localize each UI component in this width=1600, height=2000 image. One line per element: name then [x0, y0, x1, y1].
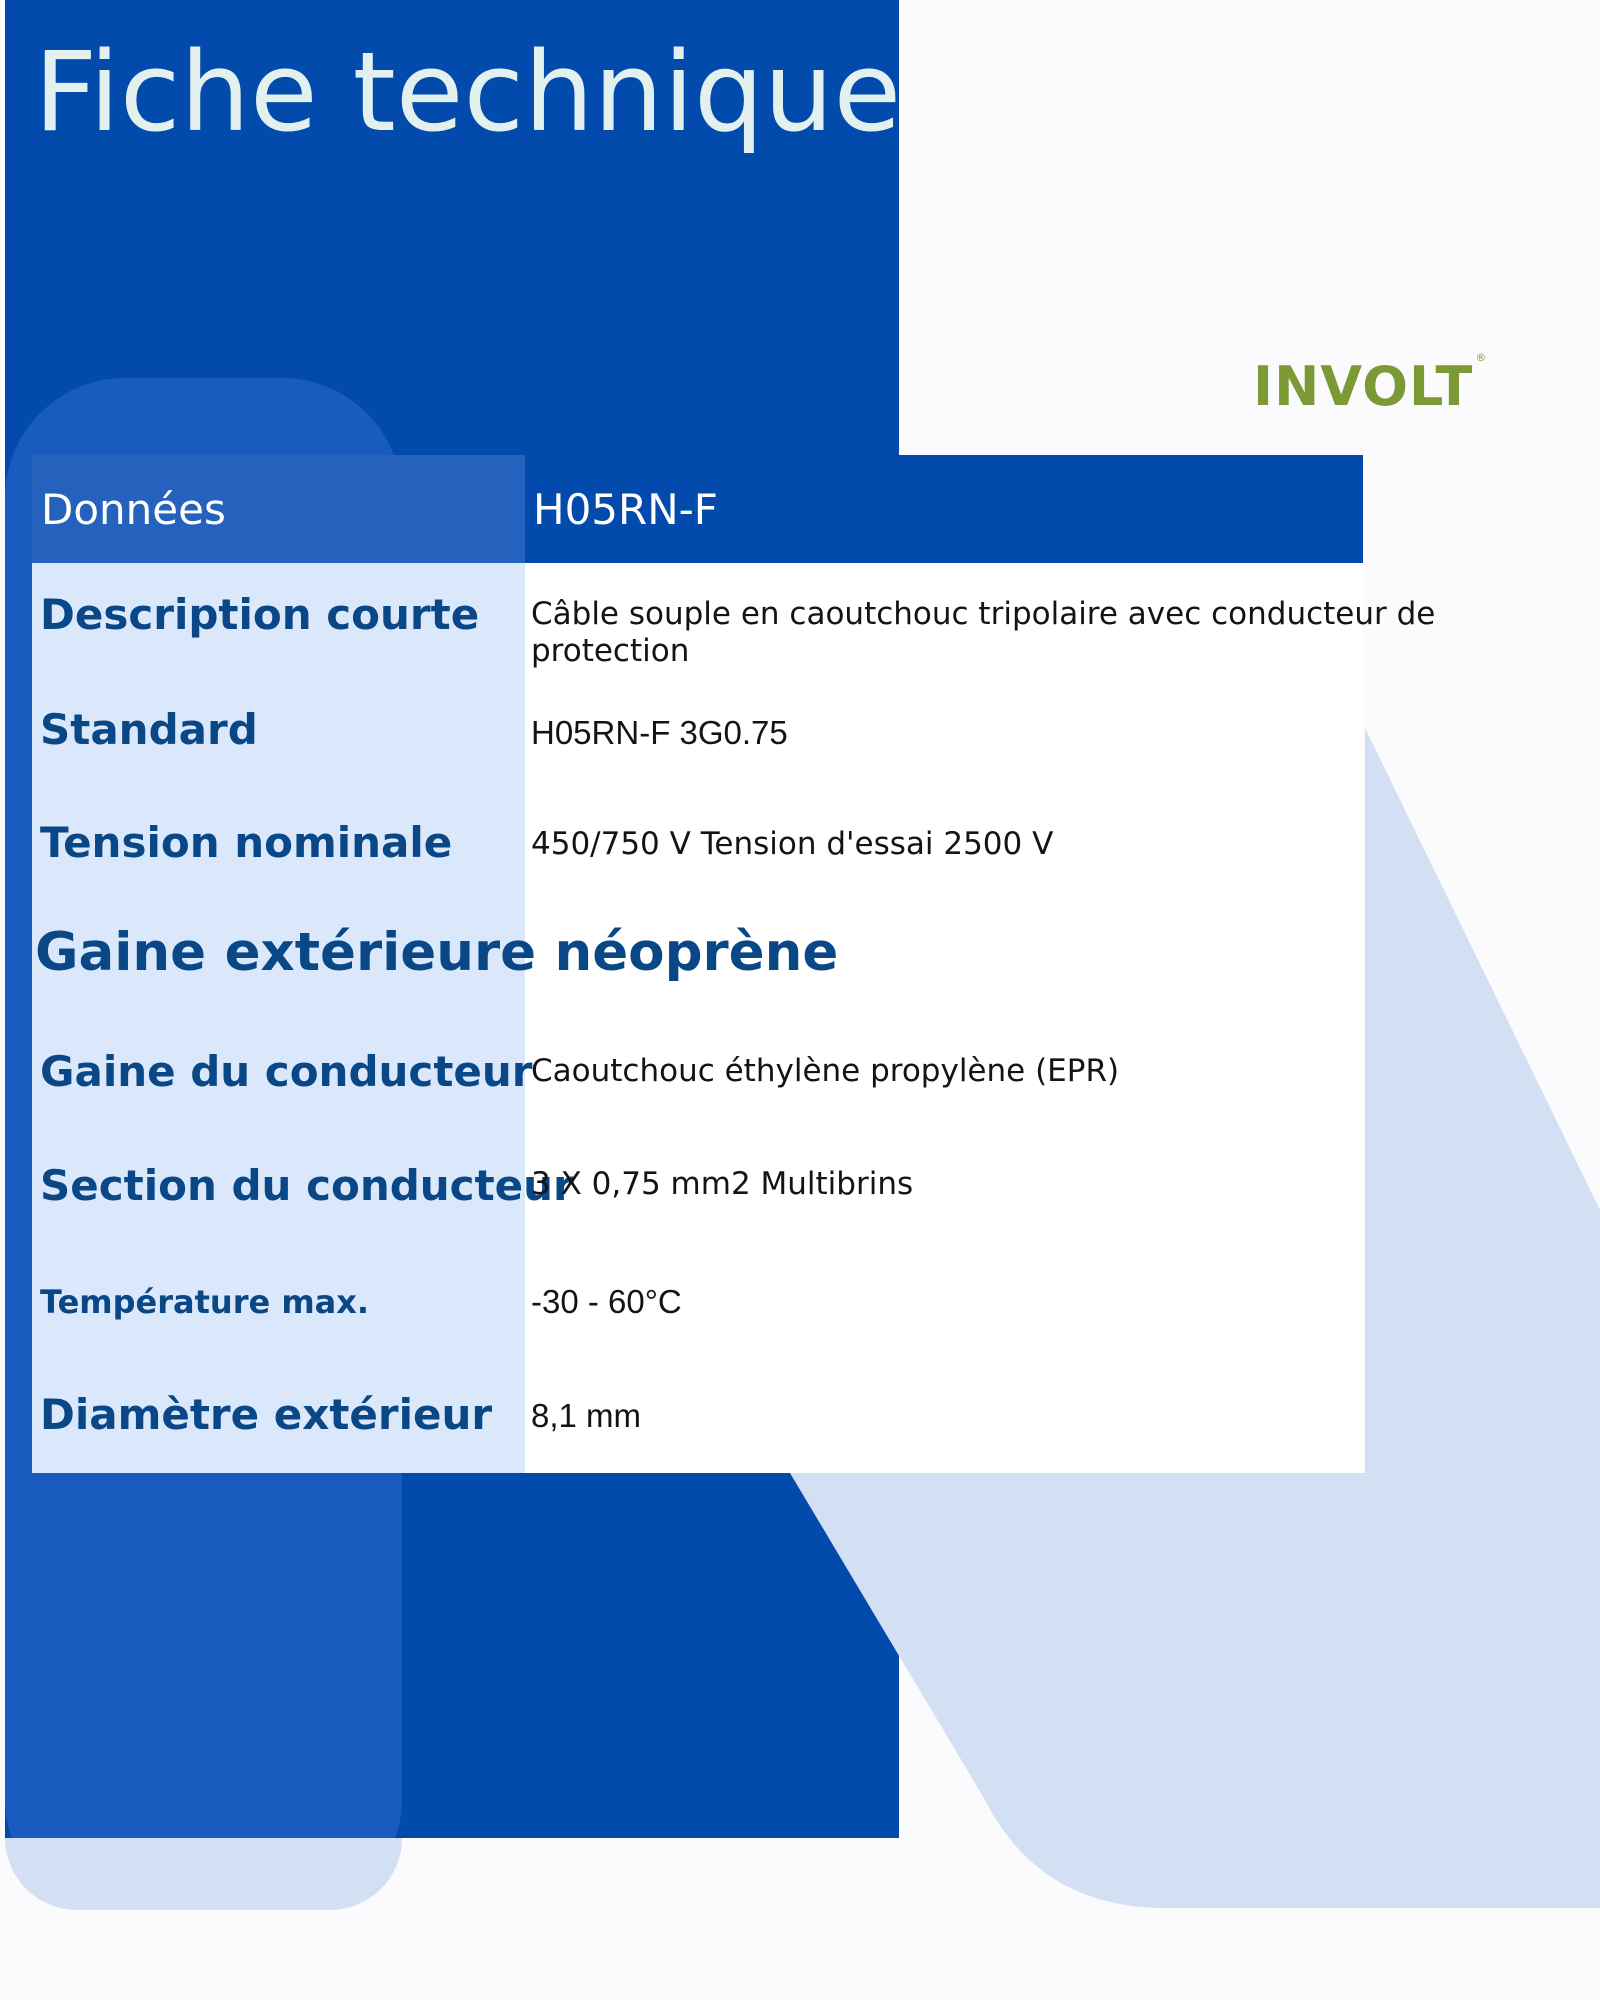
- row-value-conductor-sheath: Caoutchouc éthylène propylène (EPR): [531, 1053, 1120, 1089]
- row-value-outer-diameter: 8,1 mm: [531, 1397, 642, 1434]
- section-heading-outer-sheath: Gaine extérieure néoprène: [35, 922, 839, 983]
- row-label-outer-diameter: Diamètre extérieur: [40, 1390, 493, 1439]
- row-label-conductor-sheath: Gaine du conducteur: [40, 1047, 533, 1096]
- row-label-max-temperature: Température max.: [40, 1283, 370, 1321]
- row-label-conductor-section: Section du conducteur: [40, 1161, 574, 1210]
- header-label: Données: [41, 485, 226, 534]
- row-label-description: Description courte: [40, 590, 480, 639]
- header-value: H05RN-F: [533, 485, 718, 534]
- row-value-standard: H05RN-F 3G0.75: [531, 714, 788, 751]
- row-value-conductor-section: 3 X 0,75 mm2 Multibrins: [531, 1166, 914, 1202]
- row-value-tension: 450/750 V Tension d'essai 2500 V: [531, 826, 1054, 862]
- row-label-tension: Tension nominale: [40, 818, 453, 867]
- row-label-standard: Standard: [40, 705, 258, 754]
- row-value-max-temperature: -30 - 60°C: [531, 1283, 682, 1320]
- registered-mark: ®: [1475, 351, 1488, 364]
- brand-logo: [1253, 351, 1488, 418]
- brand-name: INVOLT: [1253, 355, 1474, 418]
- page-title: Fiche technique: [34, 28, 902, 156]
- row-value-description: Câble souple en caoutchouc tripolaire avec conducteur de: [531, 596, 1436, 632]
- row-value-description-line2: protection: [531, 633, 690, 669]
